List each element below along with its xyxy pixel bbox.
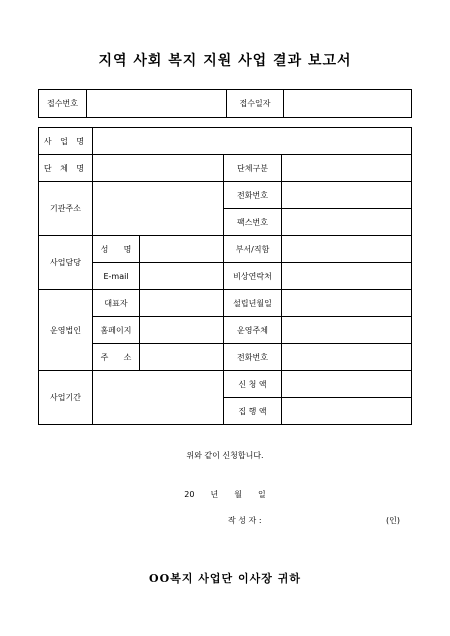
requested-amount-field[interactable] xyxy=(282,371,412,398)
representative-field[interactable] xyxy=(140,290,224,317)
dept-position-label: 부서/직함 xyxy=(224,236,282,263)
date-year-label: 년 xyxy=(210,490,219,499)
operating-entity-field[interactable] xyxy=(282,317,412,344)
phone2-label: 전화번호 xyxy=(224,344,282,371)
agency-address-label: 기관주소 xyxy=(39,182,93,236)
receipt-date-label: 접수일자 xyxy=(227,90,284,118)
recipient-line: OO복지 사업단 이사장 귀하 xyxy=(149,572,301,585)
email-field[interactable] xyxy=(140,263,224,290)
project-name-label: 사 업 명 xyxy=(39,128,93,155)
operating-entity-label: 운영주체 xyxy=(224,317,282,344)
project-manager-label: 사업담당 xyxy=(39,236,93,290)
emergency-contact-label: 비상연락처 xyxy=(224,263,282,290)
statement-text: 위와 같이 신청합니다. xyxy=(186,451,264,460)
manager-name-label: 성 명 xyxy=(93,236,140,263)
phone-label: 전화번호 xyxy=(224,182,282,209)
organization-name-field[interactable] xyxy=(93,155,224,182)
homepage-label: 홈페이지 xyxy=(93,317,140,344)
date-line xyxy=(0,489,450,500)
manager-name-field[interactable] xyxy=(140,236,224,263)
address-label: 주 소 xyxy=(93,344,140,371)
executed-amount-field[interactable] xyxy=(282,398,412,425)
fax-field[interactable] xyxy=(282,209,412,236)
applicant-label: 작 성 자 : xyxy=(228,516,262,525)
document-title: 지역 사회 복지 지원 사업 결과 보고서 xyxy=(98,53,352,69)
executed-amount-label: 집 행 액 xyxy=(224,398,282,425)
phone2-field[interactable] xyxy=(282,344,412,371)
date-year-prefix: 20 xyxy=(184,490,195,499)
date-month-label: 월 xyxy=(234,490,242,499)
emergency-contact-field[interactable] xyxy=(282,263,412,290)
representative-label: 대표자 xyxy=(93,290,140,317)
address-field[interactable] xyxy=(140,344,224,371)
organization-type-label: 단체구분 xyxy=(224,155,282,182)
application-form-table xyxy=(38,127,412,425)
organization-name-label: 단 체 명 xyxy=(39,155,93,182)
project-name-field[interactable] xyxy=(93,128,412,155)
date-day-label: 일 xyxy=(257,490,266,499)
receipt-number-label: 접수번호 xyxy=(39,90,87,118)
agency-address-field[interactable] xyxy=(93,182,224,236)
established-date-field[interactable] xyxy=(282,290,412,317)
receipt-number-field[interactable] xyxy=(87,90,227,118)
established-date-label: 설립년월일 xyxy=(224,290,282,317)
homepage-field[interactable] xyxy=(140,317,224,344)
dept-position-field[interactable] xyxy=(282,236,412,263)
project-period-label: 사업기간 xyxy=(39,371,93,425)
project-period-field[interactable] xyxy=(93,371,224,425)
requested-amount-label: 신 청 액 xyxy=(224,371,282,398)
fax-label: 팩스번호 xyxy=(224,209,282,236)
receipt-date-field[interactable] xyxy=(284,90,412,118)
email-label: E-mail xyxy=(93,263,140,290)
operating-corp-label: 운영법인 xyxy=(39,290,93,371)
receipt-table xyxy=(38,89,412,118)
organization-type-field[interactable] xyxy=(282,155,412,182)
seal-label: (인) xyxy=(386,516,400,525)
phone-field[interactable] xyxy=(282,182,412,209)
